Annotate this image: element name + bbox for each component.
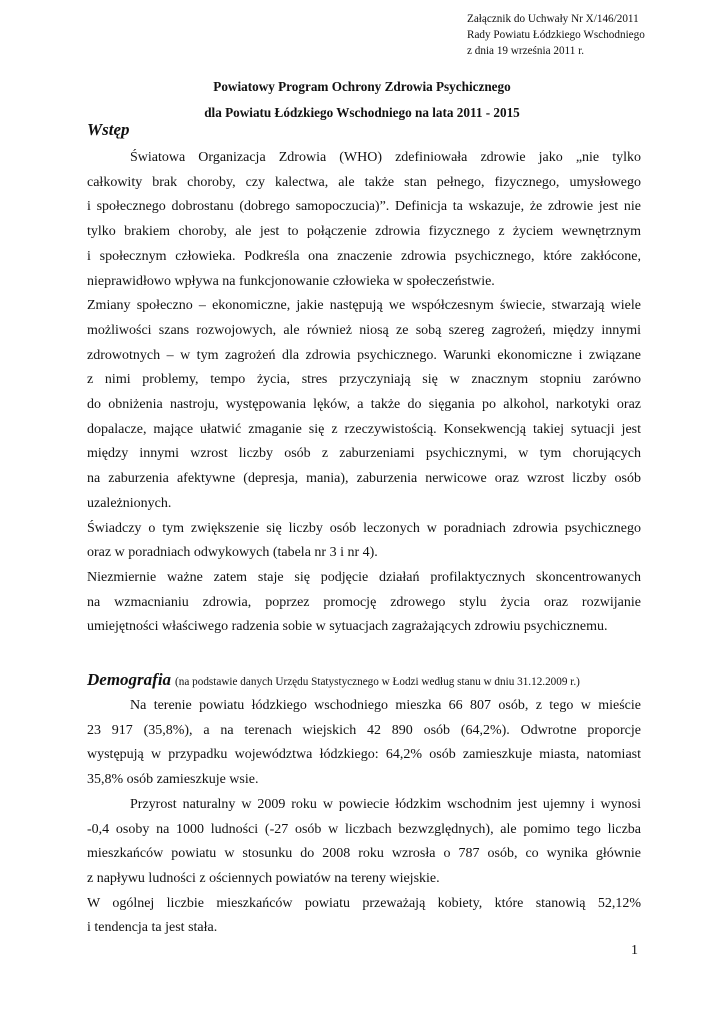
page-number: 1 [631, 943, 638, 958]
document-title-line-2: dla Powiatu Łódzkiego Wschodniego na lata 2011 - 2015 [204, 105, 520, 120]
attachment-note [467, 11, 645, 59]
body-line: Światowa Organizacja Zdrowia (WHO) zdefiniowała zdrowie jako „nie tylko [130, 150, 641, 165]
body-line: na wzmacnianiu zdrowia, poprzez promocję zdrowego stylu życia oraz rozwijanie [87, 594, 641, 610]
section-heading-demography [87, 670, 580, 690]
body-line: 23 917 (35,8%), a na terenach wiejskich 42 890 osób (64,2%). Odwrotne proporcje [87, 722, 641, 738]
demography-body [87, 694, 641, 941]
body-line: do obniżenia nastroju, występowania lęków, a także do sięgania po alkohol, narkotyki oraz [87, 397, 641, 413]
body-line: i społecznym człowieka. Podkreśla ona znaczenie zdrowia psychicznego, które zakłócone, [87, 248, 641, 264]
body-line: dopalacze, mające ułatwić zmaganie się z rzeczywistością. Konsekwencją takiej sytuacji jest [87, 421, 641, 437]
body-line: zdrowotnych – w tym zagrożeń dla zdrowia psychicznego. Warunki ekonomiczne i związane [87, 347, 641, 363]
body-line: mieszkańców powiatu w stosunku do 2008 roku wzrosła o 787 osób, co wynika głównie [87, 846, 641, 862]
body-line: między innymi wzrost liczby osób z zaburzeniami psychicznymi, w tym chorujących [87, 446, 641, 462]
attachment-note-line: Rady Powiatu Łódzkiego Wschodniego [467, 29, 645, 41]
body-line: występują w przypadku województwa łódzkiego: 64,2% osób zamieszkuje miasta, natomiast [87, 747, 641, 763]
body-line: 35,8% osób zamieszkuje wsie. [87, 772, 259, 788]
body-line: Świadczy o tym zwiększenie się liczby osób leczonych w poradniach zdrowia psychicznego [87, 520, 641, 536]
body-line: możliwości szans rozwojowych, ale również niosą ze sobą szereg zagrożeń, między innymi [87, 322, 641, 338]
body-line: umiejętności właściwego radzenia sobie w sytuacjach zagrażających zdrowiu psychicznemu. [87, 619, 608, 635]
body-line: Na terenie powiatu łódzkiego wschodniego mieszka 66 807 osób, z tego w mieście [130, 698, 641, 713]
section-heading-intro: Wstęp [87, 120, 130, 139]
body-line: uzależnionych. [87, 495, 172, 511]
body-line: W ogólnej liczbie mieszkańców powiatu przeważają kobiety, które stanowią 52,12% [87, 895, 641, 911]
body-line: z napływu ludności z ościennych powiatów na tereny wiejskie. [87, 870, 440, 886]
body-line: na zaburzenia afektywne (depresja, mania), zaburzenia nerwicowe oraz wzrost liczby osób [87, 471, 641, 487]
body-line: Przyrost naturalny w 2009 roku w powiecie łódzkim wschodnim jest ujemny i wynosi [130, 796, 641, 812]
body-line: Zmiany społeczno – ekonomiczne, jakie następują we współczesnym świecie, stwarzają wiele [87, 298, 641, 314]
body-line: i społecznego dobrostanu (dobrego samopoczucia)”. Definicja ta wskazuje, że zdrowie jest nie [87, 199, 641, 215]
body-line: -0,4 osoby na 1000 ludności (-27 osób w liczbach bezwzględnych), ale pomimo tego liczba [87, 821, 641, 837]
attachment-note-line: Załącznik do Uchwały Nr X/146/2011 [467, 13, 639, 25]
body-line: z nimi problemy, tempo życia, stres przyczyniają się w znacznym stopniu zarówno [87, 372, 641, 388]
section-heading-demography-title: Demografia [87, 670, 172, 689]
body-line: nieprawidłowo wpływa na funkcjonowanie człowieka w społeczeństwie. [87, 273, 495, 289]
body-line: całkowity brak choroby, czy kalectwa, ale także stan pełnego, fizycznego, umysłowego [87, 174, 641, 190]
body-line: i tendencja ta jest stała. [87, 920, 218, 936]
attachment-note-line: z dnia 19 września 2011 r. [467, 45, 585, 57]
section-heading-demography-source: (na podstawie danych Urzędu Statystycznego w Łodzi według stanu w dniu 31.12.2009 r.) [175, 676, 580, 688]
body-line: Niezmiernie ważne zatem staje się podjęcie działań profilaktycznych skoncentrowanych [87, 569, 641, 585]
intro-body [87, 146, 641, 640]
body-line: tylko brakiem choroby, ale jest to połączenie zdrowia fizycznego z życiem wewnętrznym [87, 224, 641, 240]
body-line: oraz w poradniach odwykowych (tabela nr 3 i nr 4). [87, 545, 378, 561]
document-title-line-1: Powiatowy Program Ochrony Zdrowia Psychicznego [213, 79, 511, 94]
